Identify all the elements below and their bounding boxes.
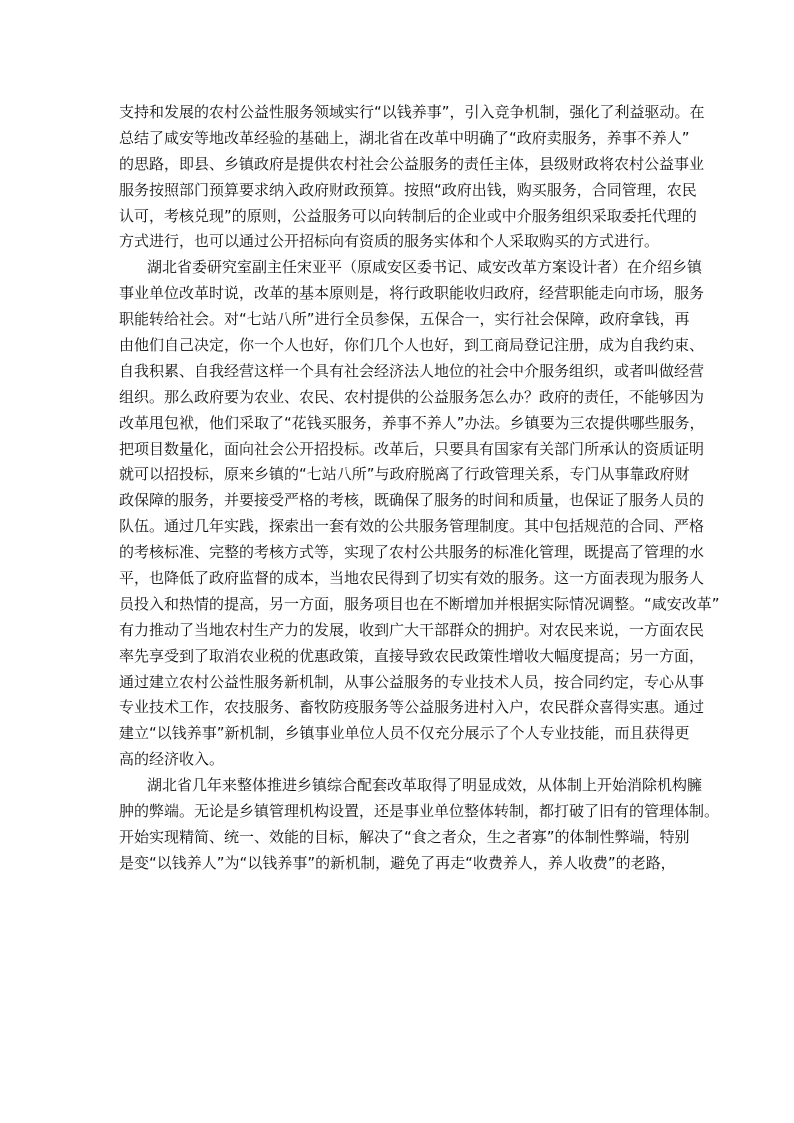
text-line: 高的经济收入。: [119, 750, 225, 769]
text-line: 有力推动了当地农村生产力的发展，收到广大干部群众的拥护。对农民来说，一方面农民: [119, 620, 705, 639]
text-line: 把项目数量化，面向社会公开招投标。改革后，只要具有国家有关部门所承认的资质证明: [119, 439, 705, 458]
text-line: 开始实现精简、统一、效能的目标，解决了“食之者众，生之者寡”的体制性弊端，特别: [119, 827, 690, 846]
text-line: 事业单位改革时说，改革的基本原则是，将行政职能收归政府，经营职能走向市场，服务: [119, 284, 705, 303]
text-line: 方式进行，也可以通过公开招标向有资质的服务实体和个人采取购买的方式进行。: [119, 232, 660, 251]
text-line: 就可以招投标，原来乡镇的“七站八所”与政府脱离了行政管理关系，专门从事靠政府财: [119, 465, 690, 484]
text-line: 自我积累、自我经营这样一个具有社会经济法人地位的社会中介服务组织，或者叫做经营: [119, 361, 705, 380]
text-line: 是变“以钱养人”为“以钱养事”的新机制，避免了再走“收费养人，养人收费”的老路，: [119, 853, 676, 872]
paragraph: [119, 773, 720, 877]
text-line: 湖北省几年来整体推进乡镇综合配套改革取得了明显成效，从体制上开始消除机构臃: [147, 776, 703, 795]
text-line: 改革甩包袱，他们采取了“花钱买服务，养事不养人”办法。乡镇要为三农提供哪些服务，: [119, 413, 705, 432]
text-line: 的思路，即县、乡镇政府是提供农村社会公益服务的责任主体，县级财政将农村公益事业: [119, 154, 705, 173]
text-line: 员投入和热情的提高，另一方面，服务项目也在不断增加并根据实际情况调整。“咸安改革”: [119, 594, 720, 613]
text-line: 平，也降低了政府监督的成本，当地农民得到了切实有效的服务。这一方面表现为服务人: [119, 569, 705, 588]
paragraph: [119, 100, 705, 255]
paragraph: [119, 255, 720, 773]
text-line: 队伍。通过几年实践，探索出一套有效的公共服务管理制度。其中包括规范的合同、严格: [119, 517, 705, 536]
text-line: 肿的弊端。无论是乡镇管理机构设置，还是事业单位整体转制，都打破了旧有的管理体制。: [119, 802, 720, 821]
text-line: 专业技术工作，农技服务、畜牧防疫服务等公益服务进村入户，农民群众喜得实惠。通过: [119, 698, 705, 717]
text-line: 由他们自己决定，你一个人也好，你们几个人也好，到工商局登记注册，成为自我约束、: [119, 336, 705, 355]
text-line: 通过建立农村公益性服务新机制，从事公益服务的专业技术人员，按合同约定，专心从事: [119, 672, 705, 691]
text-line: 湖北省委研究室副主任宋亚平（原咸安区委书记、咸安改革方案设计者）在介绍乡镇: [147, 258, 703, 277]
text-line: 总结了咸安等地改革经验的基础上，湖北省在改革中明确了“政府卖服务，养事不养人”: [119, 128, 690, 147]
document-body: [119, 100, 720, 877]
text-line: 建立“以钱养事”新机制，乡镇事业单位人员不仅充分展示了个人专业技能，而且获得更: [119, 724, 690, 743]
text-line: 的考核标准、完整的考核方式等，实现了农村公共服务的标准化管理，既提高了管理的水: [119, 543, 705, 562]
text-line: 认可，考核兑现”的原则，公益服务可以向转制后的企业或中介服务组织采取委托代理的: [119, 206, 697, 225]
text-line: 率先享受到了取消农业税的优惠政策，直接导致农民政策性增收大幅度提高；另一方面，: [119, 646, 705, 665]
text-line: 服务按照部门预算要求纳入政府财政预算。按照“政府出钱，购买服务，合同管理，农民: [119, 180, 697, 199]
text-line: 支持和发展的农村公益性服务领域实行“以钱养事”，引入竞争机制，强化了利益驱动。在: [119, 103, 705, 121]
text-line: 职能转给社会。对“七站八所”进行全员参保，五保合一，实行社会保障，政府拿钱，再: [119, 310, 690, 329]
text-line: 组织。那么政府要为农业、农民、农村提供的公益服务怎么办？政府的责任，不能够因为: [119, 387, 705, 406]
text-line: 政保障的服务，并要接受严格的考核，既确保了服务的时间和质量，也保证了服务人员的: [119, 491, 705, 510]
